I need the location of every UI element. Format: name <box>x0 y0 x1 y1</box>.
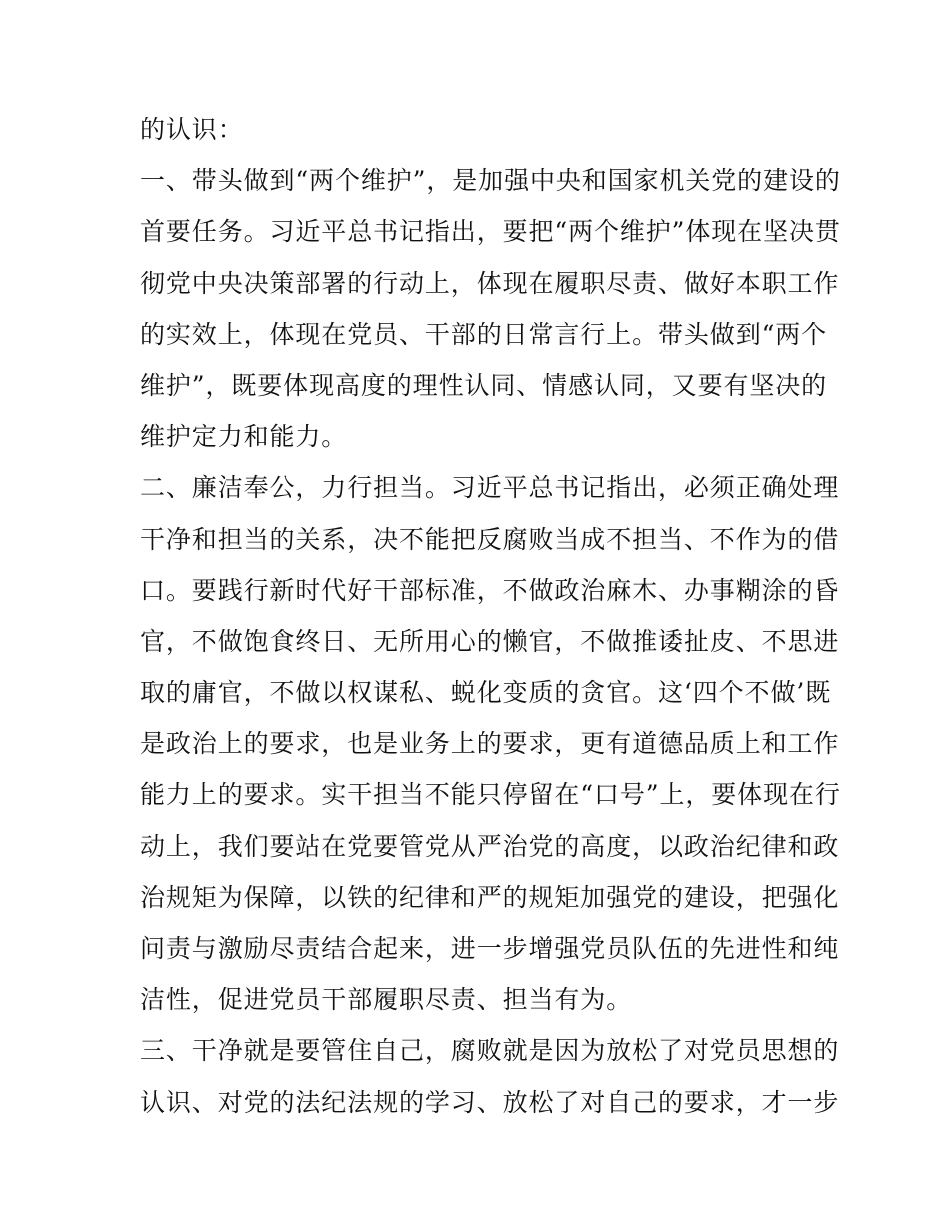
text-line: 的实效上，体现在党员、干部的日常言行上。带头做到“两个 <box>140 319 828 349</box>
text-line: 能力上的要求。实干担当不能只停留在“口号”上，要体现在行 <box>140 780 841 810</box>
text-line: 问责与激励尽责结合起来，进一步增强党员队伍的先进性和纯 <box>140 934 840 963</box>
document-body <box>140 104 841 1128</box>
text-line: 一、带头做到“两个维护”，是加强中央和国家机关党的建设的 <box>140 166 841 196</box>
text-line: 维护定力和能力。 <box>140 422 348 452</box>
text-line: 洁性，促进党员干部履职尽责、担当有为。 <box>140 985 633 1015</box>
text-line: 首要任务。习近平总书记指出，要把“两个维护”体现在坚决贯 <box>140 217 841 247</box>
text-line: 维护”，既要体现高度的理性认同、情感认同，又要有坚决的 <box>140 370 828 400</box>
text-line: 官，不做饱食终日、无所用心的懒官，不做推诿扯皮、不思进 <box>140 626 840 656</box>
text-line: 二、廉洁奉公，力行担当。习近平总书记指出，必须正确处理 <box>140 473 840 503</box>
text-line: 彻党中央决策部署的行动上，体现在履职尽责、做好本职工作 <box>140 268 840 298</box>
text-line: 三、干净就是要管住自己，腐败就是因为放松了对党员思想的 <box>140 1036 840 1066</box>
text-line: 认识、对党的法纪法规的学习、放松了对自己的要求，才一步 <box>140 1087 840 1117</box>
text-line: 口。要践行新时代好干部标准，不做政治麻木、办事糊涂的昏 <box>140 575 840 605</box>
text-line: 治规矩为保障，以铁的纪律和严的规矩加强党的建设，把强化 <box>140 882 840 912</box>
text-line: 动上，我们要站在党要管党从严治党的高度，以政治纪律和政 <box>140 831 840 861</box>
text-line: 取的庸官，不做以权谋私、蜕化变质的贪官。这‘四个不做’既 <box>140 678 832 708</box>
text-line: 干净和担当的关系，决不能把反腐败当成不担当、不作为的借 <box>140 524 840 554</box>
text-line: 的认识： <box>140 115 244 144</box>
text-line: 是政治上的要求，也是业务上的要求，更有道德品质上和工作 <box>140 729 840 759</box>
